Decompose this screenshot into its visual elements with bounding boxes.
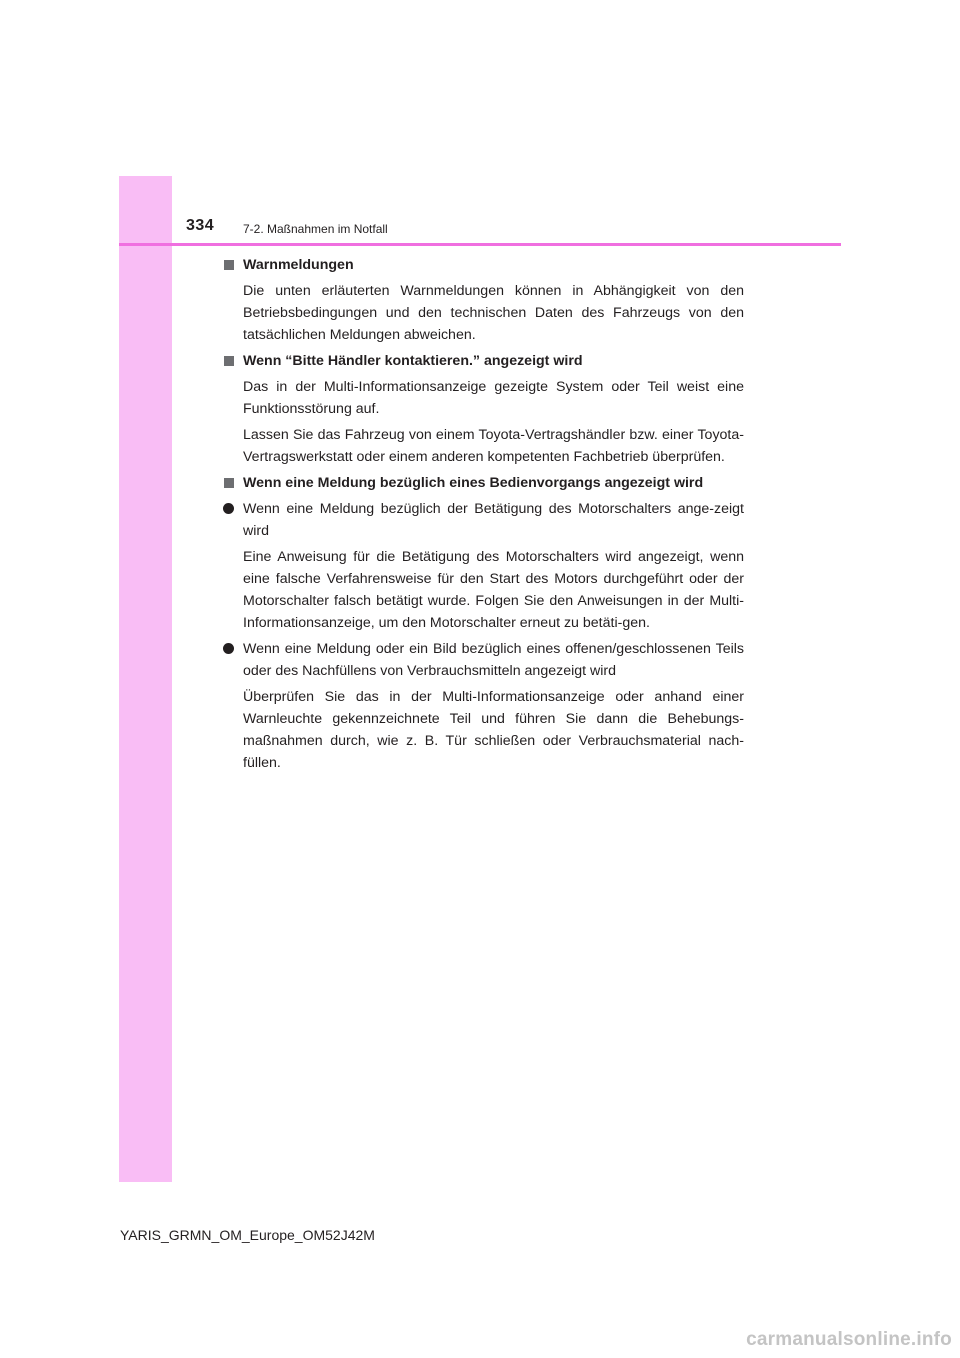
watermark: carmanualsonline.info bbox=[746, 1329, 952, 1350]
section-title: 7-2. Maßnahmen im Notfall bbox=[243, 222, 388, 236]
square-bullet-icon bbox=[224, 260, 234, 270]
page-number: 334 bbox=[186, 217, 215, 234]
round-bullet-icon bbox=[223, 643, 234, 654]
heading-text: Wenn “Bitte Händler kontaktieren.” angezeigt wird bbox=[243, 353, 583, 369]
paragraph: Das in der Multi-Informationsanzeige gezeigte System oder Teil weist eine Funktionsstörung auf. bbox=[243, 379, 744, 417]
bullet-item-motorschalter bbox=[222, 498, 744, 542]
heading-haendler-kontaktieren bbox=[222, 350, 744, 372]
header-rule bbox=[119, 243, 841, 246]
bullet-item-offen-geschlossen bbox=[222, 638, 744, 682]
bullet-text: Wenn eine Meldung bezüglich der Betätigung des Motorschalters ange-zeigt wird bbox=[243, 501, 744, 539]
page-content bbox=[222, 254, 744, 778]
paragraph: Lassen Sie das Fahrzeug von einem Toyota-Vertragshändler bzw. einer Toyota-Vertragswerkstatt oder einem anderen kompetenten Fachbetrieb überprüfen. bbox=[243, 427, 744, 465]
heading-bedienvorgang bbox=[222, 472, 744, 494]
heading-warnmeldungen bbox=[222, 254, 744, 276]
square-bullet-icon bbox=[224, 478, 234, 488]
heading-text: Warnmeldungen bbox=[243, 257, 354, 273]
paragraph: Überprüfen Sie das in der Multi-Informationsanzeige oder anhand einer Warnleuchte gekennzeichnete Teil und führen Sie dann die Behebungs-maßnahmen durch, wie z. B. Tür schließen oder Verbrauchsmaterial nach-füllen. bbox=[243, 689, 744, 771]
round-bullet-icon bbox=[223, 503, 234, 514]
heading-text: Wenn eine Meldung bezüglich eines Bedienvorgangs angezeigt wird bbox=[243, 475, 704, 491]
paragraph: Die unten erläuterten Warnmeldungen können in Abhängigkeit von den Betriebsbedingungen und den technischen Daten des Fahrzeugs von den tatsächlichen Meldungen abweichen. bbox=[243, 283, 744, 343]
square-bullet-icon bbox=[224, 356, 234, 366]
paragraph: Eine Anweisung für die Betätigung des Motorschalters wird angezeigt, wenn eine falsche Verfahrensweise für den Start des Motors durchgeführt oder der Motorschalter falsch betätigt wurde. Folgen Sie den Anweisungen in der Multi-Informationsanzeige, um den Motorschalter erneut zu betäti-gen. bbox=[243, 549, 744, 631]
chapter-sidebar-tab bbox=[119, 176, 172, 1182]
document-code: YARIS_GRMN_OM_Europe_OM52J42M bbox=[120, 1227, 375, 1243]
bullet-text: Wenn eine Meldung oder ein Bild bezüglich eines offenen/geschlossenen Teils oder des Nachfüllens von Verbrauchsmitteln angezeigt wird bbox=[243, 641, 744, 679]
